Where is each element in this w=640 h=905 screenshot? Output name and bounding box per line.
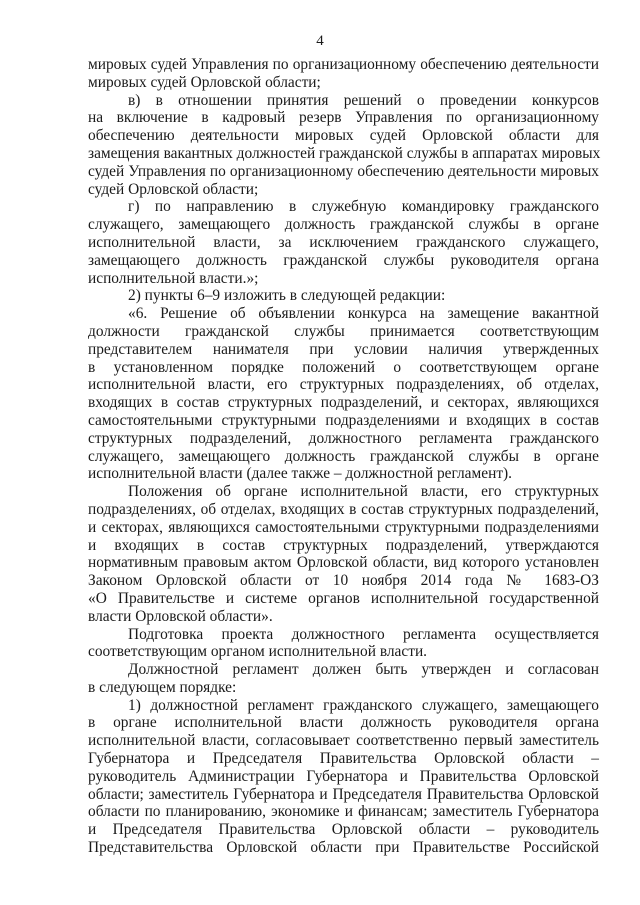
text-line: судей Орловской области; (88, 180, 259, 198)
text-line: власти Орловской области». (88, 607, 273, 625)
text-line: в органе исполнительной власти должность руководителя органа (88, 714, 599, 732)
text-line: Должностной регламент должен быть утвержден и согласован (128, 661, 599, 679)
text-line: области по планированию, экономике и финансам; заместитель Губернатора (88, 803, 599, 821)
text-line: исполнительной власти (далее также – должностной регламент). (88, 465, 513, 483)
text-line: нормативным правовым актом Орловской области, вид которого установлен (88, 554, 599, 572)
text-line: структурных подразделений, должностного регламента гражданского (88, 429, 599, 447)
text-line: Подготовка проекта должностного регламента осуществляется (128, 625, 599, 643)
text-line: исполнительной власти, его структурных подразделениях, об отделах, (88, 376, 599, 394)
text-line: и входящих в состав структурных подразделений, утверждаются (88, 536, 599, 554)
text-line: входящих в состав структурных подразделений, и секторах, являющихся (88, 394, 599, 412)
text-line: и Председателя Правительства Орловской области – руководитель (88, 821, 599, 839)
page-number: 4 (316, 33, 324, 49)
text-line: в следующем порядке: (88, 678, 237, 696)
text-line: обеспечению деятельности мировых судей Орловской области для (88, 127, 599, 145)
body-text (88, 56, 599, 857)
text-line: и секторах, являющихся самостоятельными структурными подразделениями (88, 518, 599, 536)
text-line: судей Управления по организационному обеспечению деятельности мировых (88, 162, 599, 180)
text-line: «О Правительстве и системе органов исполнительной государственной (88, 589, 599, 607)
text-line: на включение в кадровый резерв Управления по организационному (88, 109, 599, 127)
text-line: исполнительной власти.»; (88, 269, 259, 287)
text-line: служащего, замещающего должность гражданской службы в органе (88, 447, 599, 465)
text-line: соответствующим органом исполнительной власти. (88, 643, 428, 661)
text-line: самостоятельными структурными подразделениями и входящих в состав (88, 411, 599, 429)
text-line: Губернатора и Председателя Правительства Орловской области – (88, 750, 599, 768)
text-line: 1) должностной регламент гражданского служащего, замещающего (128, 696, 599, 714)
text-line: служащего, замещающего должность гражданской службы в органе (88, 216, 599, 234)
text-line: в) в отношении принятия решений о проведении конкурсов (128, 91, 599, 109)
text-line: Законом Орловской области от 10 ноября 2014 года № 1683-ОЗ (88, 572, 599, 590)
text-line: должности гражданской службы принимается соответствующим (88, 322, 599, 340)
text-line: 2) пункты 6–9 изложить в следующей редакции: (128, 287, 446, 305)
text-line: замещающего должность гражданской службы руководителя органа (88, 251, 599, 269)
text-line: исполнительной власти, согласовывает соответственно первый заместитель (88, 732, 599, 750)
text-line: представителем нанимателя при условии наличия утвержденных (88, 340, 599, 358)
text-line: Положения об органе исполнительной власти, его структурных (128, 483, 599, 501)
text-line: подразделениях, об отделах, входящих в состав структурных подразделений, (88, 500, 599, 518)
text-line: исполнительной власти, за исключением гражданского служащего, (88, 233, 599, 251)
text-line: г) по направлению в служебную командировку гражданского (128, 198, 599, 216)
text-line: мировых судей Орловской области; (88, 73, 321, 91)
text-line: Представительства Орловской области при Правительстве Российской (88, 839, 599, 857)
text-line: «6. Решение об объявлении конкурса на замещение вакантной (128, 305, 599, 323)
text-line: области; заместитель Губернатора и Председателя Правительства Орловской (88, 785, 599, 803)
text-line: замещения вакантных должностей гражданской службы в аппаратах мировых (88, 144, 601, 162)
text-line: мировых судей Управления по организационному обеспечению деятельности (88, 56, 599, 73)
text-line: руководитель Администрации Губернатора и Правительства Орловской (88, 767, 599, 785)
text-line: в установленном порядке положений о соответствующем органе (88, 358, 599, 376)
